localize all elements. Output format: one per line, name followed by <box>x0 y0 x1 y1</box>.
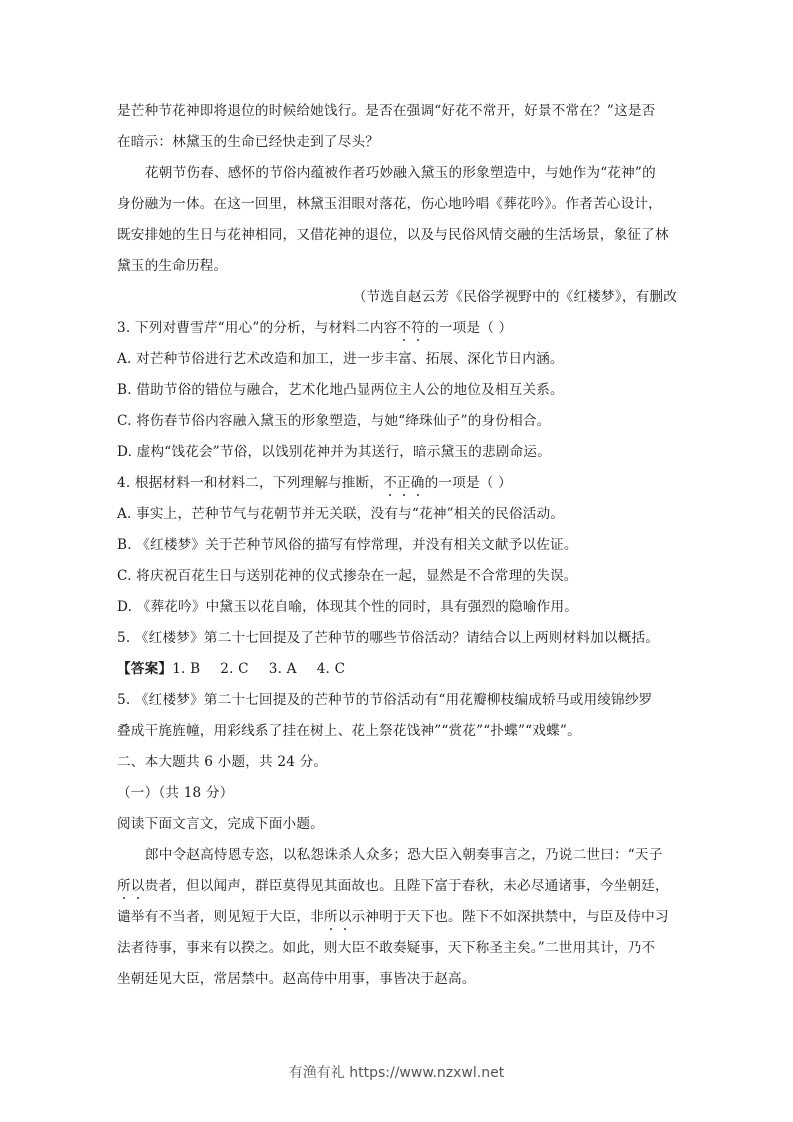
emphasis-char: 所 <box>117 878 131 894</box>
answer-item: 2. C <box>220 661 249 677</box>
paragraph-line: 既安排她的生日与花神相同，又借花神的退位，以及与民俗风情交融的生活场景，象征了林 <box>117 227 669 243</box>
question-4-option-a: A. 事实上，芒种节气与花朝节并无关联，没有与“花神”相关的民俗活动。 <box>117 506 565 522</box>
question-5-stem: 5. 《红楼梦》第二十七回提及了芒种节的哪些节俗活动？请结合以上两则材料加以概括。 <box>117 630 660 646</box>
emphasis-char: 不 <box>383 475 397 491</box>
answer-key <box>117 654 677 685</box>
emphasis-char: 正 <box>396 475 411 491</box>
emphasis-char: 确 <box>410 475 425 491</box>
answer-5-line: 5. 《红楼梦》第二十七回提及的芒种节的节俗活动有“用花瓣柳枝编成轿马或用绫锦纱罗 <box>117 692 653 708</box>
classical-line-2: 所以贵者，但以闻声，群臣莫得见其面故也。且陛下富于春秋，未必尽通诸事，今坐朝廷， <box>117 878 669 894</box>
answer-5-line: 叠成干旄旌幢，用彩线系了挂在树上、花上祭花饯神”“赏花”“扑蝶”“戏蝶”。 <box>117 723 581 739</box>
continuation-line-2: 在暗示：林黛玉的生命已经快走到了尽头？ <box>117 134 380 150</box>
emphasis-char: 以 <box>337 909 352 925</box>
emphasis-char: 以 <box>130 878 145 894</box>
answer-tag: 【答案】 <box>117 661 173 677</box>
section-2-instruction: 阅读下面文言文，完成下面小题。 <box>117 816 324 832</box>
emphasis-char: 符 <box>411 320 426 336</box>
question-4-option-d: D. 《葬花吟》中黛玉以花自喻，体现其个性的同时，具有强烈的隐喻作用。 <box>117 599 579 615</box>
question-4-option-c: C. 将庆祝百花生日与送别花神的仪式掺杂在一起，显然是不合常理的失误。 <box>117 568 578 584</box>
section-2-heading: 二、本大题共 6 小题，共 24 分。 <box>117 754 328 770</box>
question-3-stem: 3. 下列对曹雪芹“用心”的分析，与材料二内容不符的一项是（ ） <box>117 320 513 336</box>
answer-item: 4. C <box>316 661 346 677</box>
question-3-option-c: C. 将伤春节俗内容融入黛玉的形象塑造，与她“绛珠仙子”的身份相合。 <box>117 413 551 429</box>
source-note: （节选自赵云芳《民俗学视野中的《红楼梦》，有删改 <box>352 289 677 305</box>
answer-item: 3. A <box>268 661 297 677</box>
classical-line-1: 郎中令赵高恃恩专恣，以私怨诛杀人众多；恐大臣入朝奏事言之，乃说二世曰：“天子 <box>145 847 663 863</box>
question-3-option-d: D. 虚构“饯花会”节俗，以饯别花神并为其送行，暗示黛玉的悲剧命运。 <box>117 444 551 460</box>
answer-5 <box>117 685 677 747</box>
classical-line-3: 谴举有不当者，则见短于大臣，非所以示神明于天下也。陛下不如深拱禁中，与臣及侍中习 <box>117 909 669 925</box>
question-3-option-b: B. 借助节俗的错位与融合，艺术化地凸显两位主人公的地位及相互关系。 <box>117 382 564 398</box>
classical-line-4: 法者待事，事来有以揆之。如此，则大臣不敢奏疑事，天下称圣主矣。”二世用其计，乃不 <box>117 940 656 956</box>
section-2-subheading: （一）（共 18 分） <box>117 785 234 801</box>
answer-item: 1. B <box>172 661 201 677</box>
footer-watermark: 有渔有礼 https://www.nzxwl.net <box>288 1065 505 1081</box>
question-4-stem: 4. 根据材料一和材料二，下列理解与推断，不正确的一项是（ ） <box>117 475 512 491</box>
paragraph-line: 黛玉的生命历程。 <box>117 258 228 274</box>
paragraph-line: 身份融为一体。在这一回里，林黛玉泪眼对落花，伤心地吟唱《葬花吟》。作者苦心设计， <box>117 196 662 212</box>
classical-line-5: 坐朝廷见大臣，常居禁中。赵高侍中用事，事皆决于赵高。 <box>117 971 476 987</box>
question-3 <box>117 313 677 468</box>
emphasis-char: 所 <box>323 909 338 925</box>
emphasis-char: 不 <box>397 320 412 336</box>
continuation-line-1: 是芒种节花神即将退位的时候给她饯行。是否在强调“好花不常开，好景不常在？”这是否 <box>117 103 656 119</box>
question-3-option-a: A. 对芒种节俗进行艺术改造和加工，进一步丰富、拓展、深化节日内涵。 <box>117 351 564 367</box>
document-page <box>117 96 677 995</box>
question-4-option-b: B. 《红楼梦》关于芒种节风俗的描写有悖常理，并没有相关文献予以佐证。 <box>117 537 578 553</box>
question-4 <box>117 468 677 623</box>
paragraph-line: 花朝节伤春、感怀的节俗内蕴被作者巧妙融入黛玉的形象塑造中，与她作为“花神”的 <box>145 165 656 181</box>
classical-text <box>117 840 677 995</box>
paragraph-flower-festival <box>117 158 677 282</box>
